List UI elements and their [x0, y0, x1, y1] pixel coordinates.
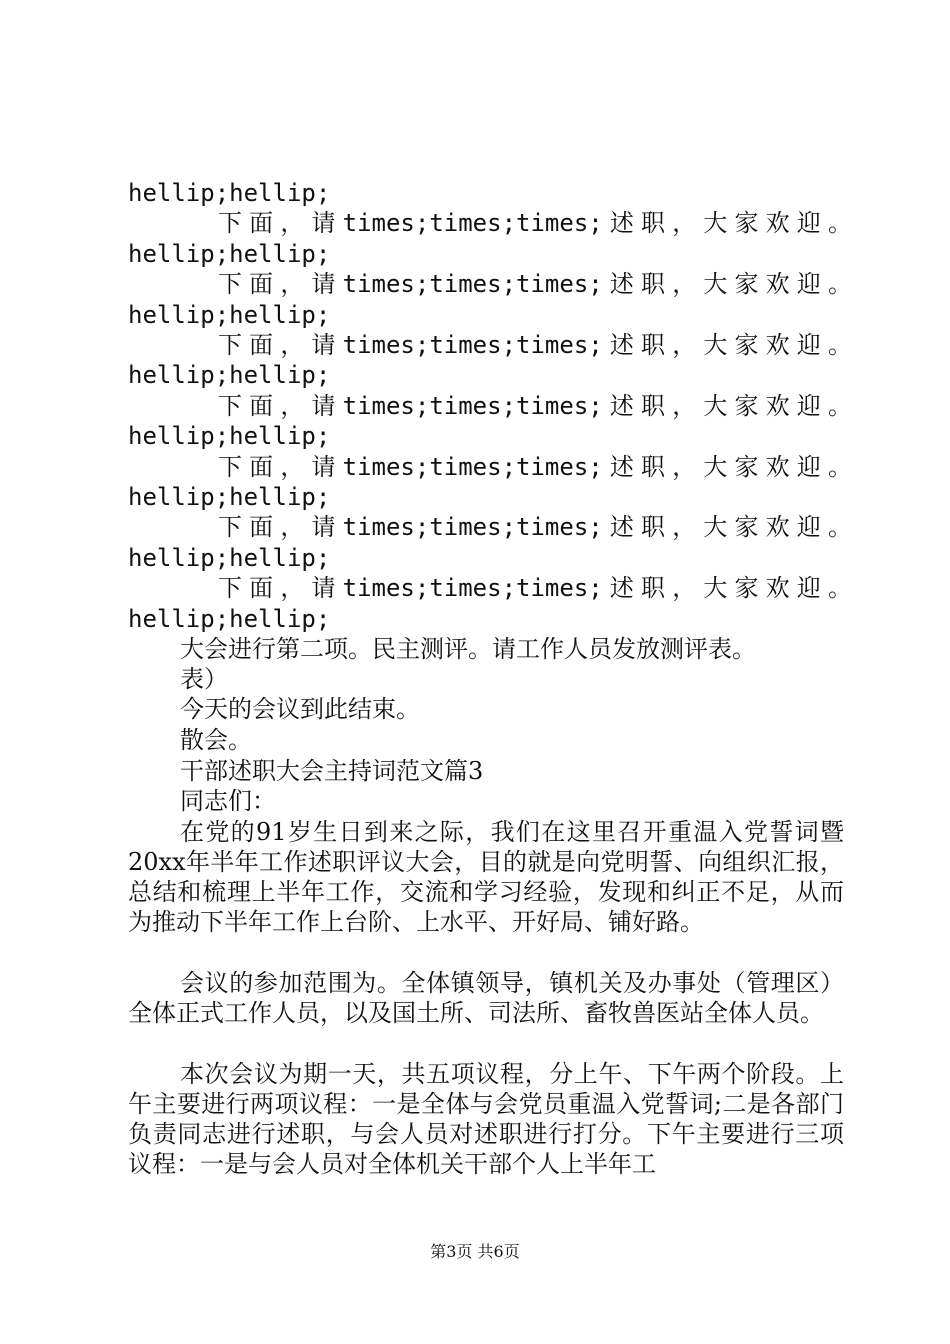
welcome-token: 下: [218, 209, 242, 237]
welcome-token: 大: [703, 453, 728, 481]
welcome-token: 欢: [765, 331, 790, 359]
welcome-token: 。: [827, 513, 852, 541]
paragraph-2: 会议的参加范围为。全体镇领导，镇机关及办事处（管理区）全体正式工作人员，以及国土所、司法所、畜牧兽医站全体人员。: [128, 969, 844, 1027]
hellip-line: hellip;hellip;: [128, 483, 331, 511]
welcome-token: 欢: [765, 392, 790, 420]
welcome-token: 述: [609, 513, 634, 541]
welcome-token: ，: [280, 392, 305, 420]
welcome-token: ，: [280, 209, 305, 237]
welcome-token: 欢: [765, 513, 790, 541]
welcome-token: ，: [280, 513, 305, 541]
welcome-token: 面: [249, 392, 274, 420]
hellip-line: hellip;hellip;: [128, 544, 331, 572]
welcome-token: 职: [641, 513, 666, 541]
welcome-token: 请: [311, 209, 336, 237]
welcome-line: [218, 512, 852, 542]
welcome-token: ，: [280, 453, 305, 481]
welcome-token: 述: [609, 453, 634, 481]
welcome-token: ，: [672, 453, 697, 481]
paragraph-3: 本次会议为期一天，共五项议程，分上午、下午两个阶段。上午主要进行两项议程：一是全体与会党员重温入党誓词;二是各部门负责同志进行述职，与会人员对述职进行打分。下午主要进行三项议程：一是与会人员对全体机关干部个人上半年工: [128, 1060, 844, 1178]
welcome-token: times;times;times;: [342, 392, 603, 420]
welcome-token: 迎: [796, 453, 821, 481]
welcome-line: [218, 269, 852, 299]
welcome-token: 欢: [765, 270, 790, 298]
welcome-token: 述: [609, 574, 634, 602]
welcome-line: [218, 391, 852, 421]
hellip-line: hellip;hellip;: [128, 361, 331, 389]
welcome-token: 请: [311, 270, 336, 298]
welcome-token: 大: [703, 270, 728, 298]
welcome-token: ，: [280, 331, 305, 359]
welcome-token: 欢: [765, 209, 790, 237]
welcome-token: 职: [641, 574, 666, 602]
welcome-token: 。: [827, 331, 852, 359]
hellip-line: hellip;hellip;: [128, 605, 331, 633]
welcome-token: times;times;times;: [342, 209, 603, 237]
welcome-token: 。: [827, 453, 852, 481]
welcome-token: 大: [703, 392, 728, 420]
welcome-token: 大: [703, 331, 728, 359]
welcome-line: [218, 573, 852, 603]
welcome-token: 述: [609, 331, 634, 359]
welcome-token: 欢: [765, 453, 790, 481]
salutation: 同志们：: [180, 787, 276, 815]
welcome-token: 家: [734, 513, 759, 541]
welcome-token: 职: [641, 209, 666, 237]
paragraph-1: 在党的91岁生日到来之际，我们在这里召开重温入党誓词暨20xx年半年工作述职评议大会，目的就是向党明誓、向组织汇报，总结和梳理上半年工作，交流和学习经验，发现和纠正不足，从而为推动下半年工作上台阶、上水平、开好局、铺好路。: [128, 818, 844, 936]
welcome-token: 家: [734, 270, 759, 298]
welcome-token: 迎: [796, 331, 821, 359]
welcome-token: ，: [672, 209, 697, 237]
welcome-token: 面: [249, 270, 274, 298]
welcome-token: 职: [641, 453, 666, 481]
welcome-token: 。: [827, 574, 852, 602]
welcome-token: 家: [734, 392, 759, 420]
welcome-line: [218, 330, 852, 360]
welcome-token: 请: [311, 392, 336, 420]
welcome-token: 下: [218, 574, 242, 602]
welcome-token: 。: [827, 270, 852, 298]
welcome-token: times;times;times;: [342, 331, 603, 359]
welcome-token: 大: [703, 574, 728, 602]
welcome-token: 迎: [796, 574, 821, 602]
welcome-token: 述: [609, 270, 634, 298]
welcome-token: times;times;times;: [342, 513, 603, 541]
welcome-token: ，: [280, 574, 305, 602]
welcome-token: 迎: [796, 270, 821, 298]
page-footer: 第3页 共6页: [430, 1242, 520, 1261]
welcome-line: [218, 208, 852, 238]
welcome-token: 下: [218, 453, 242, 481]
meeting-end-line: 今天的会议到此结束。: [180, 695, 420, 723]
welcome-token: ，: [672, 392, 697, 420]
welcome-token: 欢: [765, 574, 790, 602]
welcome-token: 述: [609, 392, 634, 420]
welcome-token: 迎: [796, 392, 821, 420]
welcome-token: 面: [249, 331, 274, 359]
welcome-token: 请: [311, 513, 336, 541]
welcome-token: 下: [218, 513, 242, 541]
welcome-token: ，: [280, 270, 305, 298]
welcome-token: 家: [734, 453, 759, 481]
welcome-token: 职: [641, 392, 666, 420]
welcome-token: ，: [672, 513, 697, 541]
biao-line: 表）: [180, 665, 228, 693]
welcome-line: [218, 452, 852, 482]
hellip-line: hellip;hellip;: [128, 240, 331, 268]
welcome-token: 大: [703, 209, 728, 237]
welcome-token: 迎: [796, 209, 821, 237]
welcome-token: 下: [218, 270, 242, 298]
welcome-token: 。: [827, 392, 852, 420]
welcome-token: 请: [311, 453, 336, 481]
hellip-line: hellip;hellip;: [128, 301, 331, 329]
welcome-token: 职: [641, 270, 666, 298]
welcome-token: 迎: [796, 513, 821, 541]
welcome-token: 家: [734, 209, 759, 237]
welcome-token: 面: [249, 453, 274, 481]
welcome-token: 大: [703, 513, 728, 541]
welcome-token: 请: [311, 574, 336, 602]
welcome-token: 述: [609, 209, 634, 237]
welcome-token: times;times;times;: [342, 453, 603, 481]
second-item-line: 大会进行第二项。民主测评。请工作人员发放测评表。: [180, 635, 756, 663]
adjourn-line: 散会。: [180, 726, 252, 754]
welcome-token: 下: [218, 331, 242, 359]
welcome-token: 面: [249, 209, 274, 237]
hellip-line: hellip;hellip;: [128, 179, 331, 207]
welcome-token: ，: [672, 270, 697, 298]
welcome-token: 面: [249, 513, 274, 541]
welcome-token: 请: [311, 331, 336, 359]
welcome-token: 下: [218, 392, 242, 420]
welcome-token: ，: [672, 331, 697, 359]
welcome-token: ，: [672, 574, 697, 602]
welcome-token: 面: [249, 574, 274, 602]
section-title: 干部述职大会主持词范文篇3: [180, 757, 484, 785]
welcome-token: 家: [734, 331, 759, 359]
welcome-token: 。: [827, 209, 852, 237]
welcome-token: times;times;times;: [342, 270, 603, 298]
welcome-token: 家: [734, 574, 759, 602]
hellip-line: hellip;hellip;: [128, 422, 331, 450]
welcome-token: 职: [641, 331, 666, 359]
welcome-token: times;times;times;: [342, 574, 603, 602]
